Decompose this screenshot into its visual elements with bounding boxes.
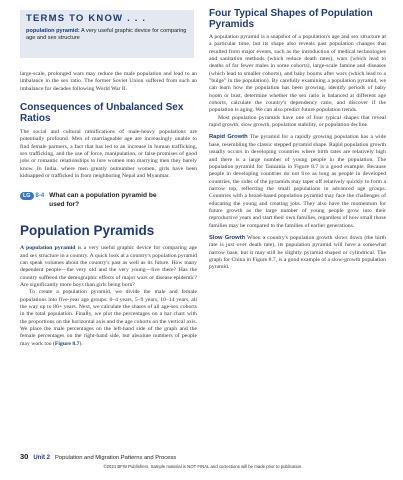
- learning-goal-id: 8-4: [35, 193, 45, 200]
- slow-growth-text: When a country's population growth slows down (the birth rate is just over death rate), its population pyramid will have a somewhat narrow base, but it may still be slightly pyramid shaped or cylindrical. The graph for China in Figure 8.7, is a good example of a slow-growth population pyramid.: [209, 234, 386, 271]
- heading-consequences: Consequences of Unbalanced Sex Ratios: [20, 102, 184, 125]
- terms-to-know-box: [20, 10, 194, 58]
- learning-goal-badge: [20, 192, 34, 200]
- left-paragraph-4-end: ).: [79, 340, 83, 347]
- heading-four-typical-shapes: Four Typical Shapes of Population Pyramids: [209, 8, 373, 30]
- left-paragraph-2: The social and cultural ramifications of male-heavy populations are potentially profound. Men of marriageable age are increasingly unable to find female partners, a fact that has led to an increase in human trafficking, sex trafficking, and the use of force, manipulation, or false promises of good jobs or romantic relationships to lure women into marrying men they barely know. In India, where men greatly outnumber women, girls have been kidnapped or trafficked in from neighboring Nepal and Myanmar.: [20, 129, 197, 180]
- terms-header: TERMS TO KNOW . . .: [26, 13, 147, 24]
- rapid-growth-text: The pyramid for a rapidly growing population has a wide base, resembling the classic stepped pyramid shape. Rapid population growth usually occurs in developing countries where birth rates are relatively high and there is a large number of young people in the population. The population pyramid for Tanzania in Figure 8.7 is a good example. Because people in developing countries do not live as long as people in developed countries, the sides of the pyramids may taper off relatively quickly to form a narrow top, reflecting the small populations in advanced age groups. Countries with a broad-based population pyramid may face the challenges of educating the young and creating jobs. They also have the momentum for future growth as the large number of young people grow into their reproductive years and start their own families, regardless of how small those families may be compared to the families of earlier generations.: [209, 134, 386, 229]
- left-column: [20, 71, 197, 348]
- lg-badge-label: LG: [23, 193, 31, 200]
- unit-label: Unit 2: [33, 455, 51, 461]
- run-in-heading-rapid-growth: Rapid Growth: [209, 134, 248, 141]
- copyright-notice: ©2021 BFW Publishers. Sample material is NOT FINAL and corrections will be made prior to publication.: [103, 464, 303, 469]
- right-column: [209, 8, 386, 272]
- right-paragraph-1: A population pyramid is a snapshot of a population's age and sex structure at a particular time, but its shape also reveals past population changes that resulted from major events, such as the introduction of medical technologies and sanitation methods (which reduce death rates), wars (which lead to deaths of far fewer males in some cohorts), large-scale famine and diseases (which lead to smaller cohorts), and baby booms after wars (which lead to a "bulge" in the population). By carefully examining a population pyramid, we can learn how the population has been growing, identify periods of baby boom or bust, determine whether the sex ratio is balanced at different age cohorts, calculate the country's dependency ratio, and discover if the population is aging. We can also predict future population trends.: [209, 34, 386, 114]
- terms-definition: [26, 28, 188, 43]
- left-paragraph-1: large-scale, prolonged wars may reduce the male population and lead to an imbalance in the sex ratio. The former Soviet Union suffered from such an imbalance for decades following World War II.: [20, 71, 197, 92]
- term-definition-text: A very useful graphic device for comparing age and sex structure: [26, 28, 187, 42]
- footer-line: [20, 452, 386, 461]
- run-in-heading-slow-growth: Slow Growth: [209, 234, 246, 241]
- right-paragraph-slow-growth: [209, 235, 386, 272]
- page-number: 30: [20, 452, 29, 461]
- heading-population-pyramids: Population Pyramids: [20, 223, 155, 239]
- learning-goal: [20, 192, 197, 209]
- page-footer: [20, 452, 386, 469]
- unit-title: Population and Migration Patterns and Process: [55, 455, 177, 461]
- key-term-population-pyramid: A population pyramid: [20, 245, 76, 252]
- left-paragraph-3: [20, 245, 197, 289]
- term-population-pyramid: population pyramid:: [26, 28, 80, 34]
- figure-reference[interactable]: Figure 8.7: [54, 340, 80, 347]
- left-paragraph-4-text: To create a population pyramid, we divide the male and female populations into five-year age groups: 0–4 years, 5–9 years, 10–14 years, all the way up to 80+ years. Next, we calculate the shares of all age-sex cohorts in the total population. Finally, we plot the percentages on a bar chart with the proportions on the horizontal axis and the age cohorts on the vertical axis. We place the male percentages on the left-hand side of the graph and the female percentages on the right-hand side, but absolute numbers of people may work too (: [20, 289, 197, 347]
- left-paragraph-3-text: is a very useful graphic device for comparing age and sex structure in a country. A quick look at a country's population pyramid can speak volumes about the country's past as well as its future. How many dependent people—the very old and the very young—live there? Has the country suffered the demographic effects of major wars or disease epidemic? Are significantly more boys than girls being born?: [20, 245, 197, 288]
- right-paragraph-rapid-growth: [209, 134, 386, 229]
- right-paragraph-2: Most population pyramids have one of four typical shapes that reveal rapid growth, slow growth, population stability, or population decline.: [209, 114, 386, 129]
- learning-goal-question: What can a population pyramid be used for?: [49, 192, 157, 208]
- left-paragraph-4: [20, 289, 197, 348]
